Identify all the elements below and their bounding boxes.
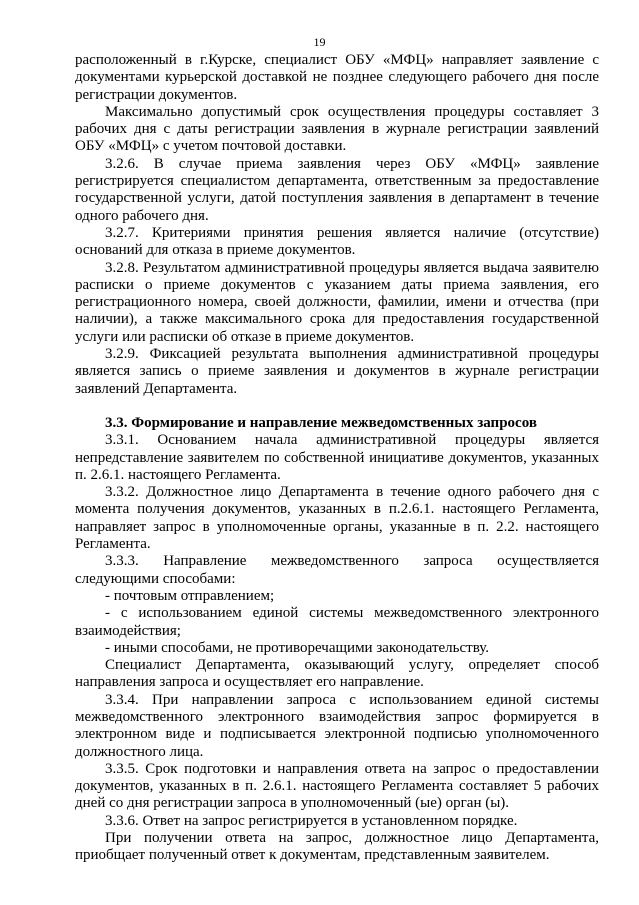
paragraph-3-3-6: 3.3.6. Ответ на запрос регистрируется в установленном порядке.: [105, 812, 518, 829]
list-item-other: - иными способами, не противоречащими законодательству.: [105, 639, 490, 656]
section-heading-3-3: 3.3. Формирование и направление межведомственных запросов: [105, 414, 537, 431]
list-item-mail: - почтовым отправлением;: [105, 587, 275, 604]
paragraph-3-3-1: 3.3.1. Основанием начала административной процедуры является непредставление заявителем по собственной инициативе документов, указанных п. 2.6.1. настоящего Регламента.: [75, 432, 599, 483]
document-body: [75, 52, 599, 865]
paragraph-3-2-9: 3.2.9. Фиксацией результата выполнения административной процедуры является запись о приеме заявления и документов в журнале регистрации заявлений Департамента.: [75, 346, 599, 397]
page-number: 19: [313, 35, 326, 49]
paragraph-continuation: расположенный в г.Курске, специалист ОБУ «МФЦ» направляет заявление с документами курьерской доставкой не позднее следующего рабочего дня после регистрации документов.: [75, 52, 599, 103]
paragraph-max-term: Максимально допустимый срок осуществления процедуры составляет 3 рабочих дня с даты регистрации заявления в журнале регистрации заявлений ОБУ «МФЦ» с учетом почтовой доставки.: [75, 103, 599, 155]
paragraph-3-2-8: 3.2.8. Результатом административной процедуры является выдача заявителю расписки о приеме документов с указанием даты приема заявления, его регистрационного номера, своей должности, фамилии, имени и отчества (при наличии), а также максимального срока для предоставления государственной услуги или расписки об отказе в приеме документов.: [75, 259, 599, 345]
list-item-smev: - с использованием единой системы межведомственного электронного взаимодействия;: [75, 605, 599, 639]
section-spacer: [75, 398, 599, 415]
paragraph-response: При получении ответа на запрос, должностное лицо Департамента, приобщает полученный ответ к документам, представленным заявителем.: [75, 830, 599, 864]
paragraph-3-2-7: 3.2.7. Критериями принятия решения является наличие (отсутствие) оснований для отказа в приеме документов.: [75, 224, 599, 259]
paragraph-3-2-6: 3.2.6. В случае приема заявления через ОБУ «МФЦ» заявление регистрируется специалистом департамента, ответственным за предоставление государственной услуги, датой поступления заявления в департамент в течение одного рабочего дня.: [75, 155, 599, 224]
paragraph-3-3-4: 3.3.4. При направлении запроса с использованием единой системы межведомственного электронного взаимодействия запрос формируется в электронном виде и подписывается электронной подписью уполномоченного должностного лица.: [75, 691, 599, 760]
paragraph-3-3-2: 3.3.2. Должностное лицо Департамента в течение одного рабочего дня с момента получения документов, указанных в п.2.6.1. настоящего Регламента, направляет запрос в уполномоченные органы, указанные в п. 2.2. настоящего Регламента.: [75, 484, 599, 553]
paragraph-3-3-5: 3.3.5. Срок подготовки и направления ответа на запрос о предоставлении документов, указанных в п. 2.6.1. настоящего Регламента составляет 5 рабочих дней со дня регистрации запроса в уполномоченный (ые) орган (ы).: [75, 760, 599, 812]
paragraph-3-3-3: 3.3.3. Направление межведомственного запроса осуществляется следующими способами:: [75, 553, 599, 587]
paragraph-specialist: Специалист Департамента, оказывающий услугу, определяет способ направления запроса и осуществляет его направление.: [75, 657, 599, 691]
